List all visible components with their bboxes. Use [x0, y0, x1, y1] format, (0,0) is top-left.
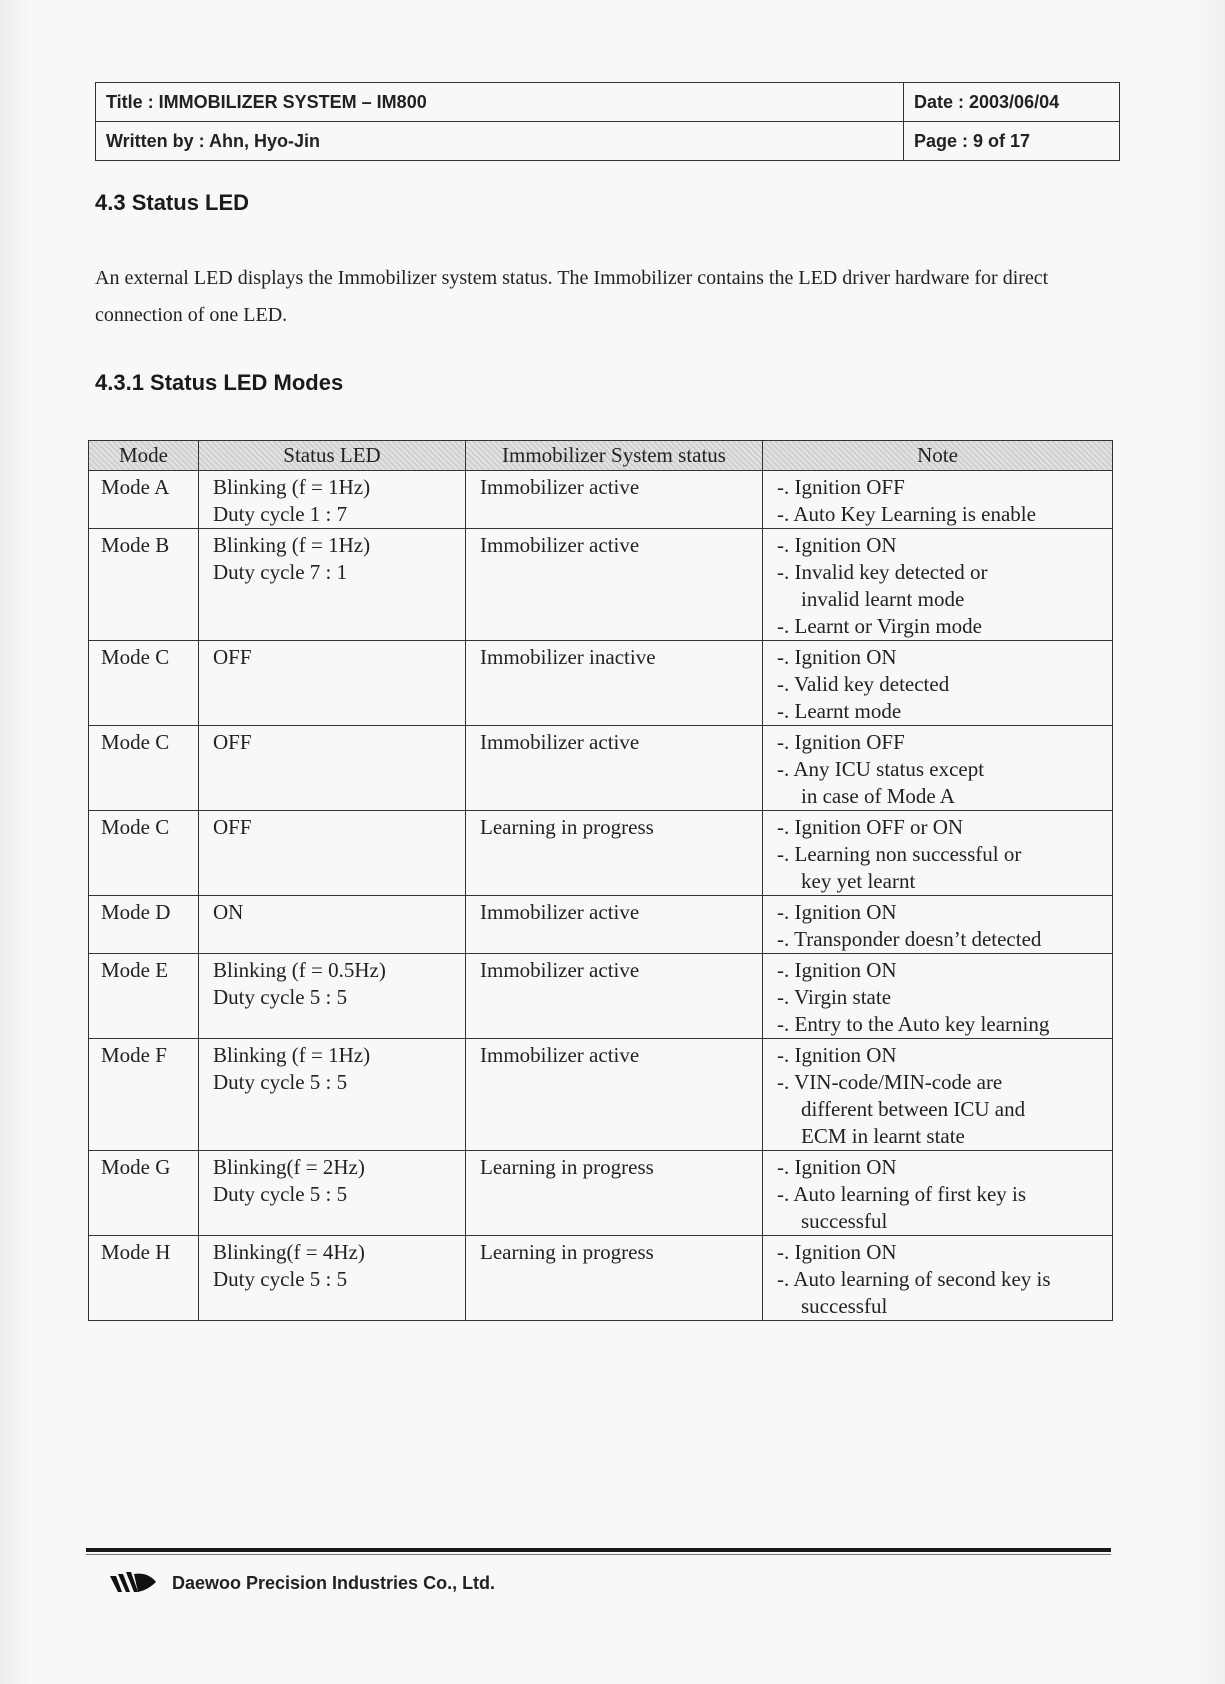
company-name: Daewoo Precision Industries Co., Ltd. [172, 1572, 496, 1593]
note-line: -. Learning non successful or [777, 842, 1022, 866]
daewoo-logo-icon [108, 1570, 158, 1596]
note-line: -. Learnt mode [777, 699, 902, 723]
cell-system-status: Immobilizer active [466, 726, 763, 811]
table-row [89, 1151, 1113, 1236]
table-row [89, 529, 1113, 641]
status-led-line: Duty cycle 7 : 1 [213, 560, 348, 584]
cell-note [763, 529, 1113, 641]
cell-mode: Mode F [89, 1039, 199, 1151]
table-row [89, 641, 1113, 726]
status-led-line: ON [213, 900, 244, 924]
cell-mode: Mode B [89, 529, 199, 641]
cell-status-led [199, 529, 466, 641]
cell-system-status: Immobilizer active [466, 896, 763, 954]
column-header-status-led: Status LED [199, 441, 466, 471]
cell-system-status: Immobilizer active [466, 954, 763, 1039]
status-led-line: Duty cycle 5 : 5 [213, 1182, 348, 1206]
note-line: different between ICU and [801, 1097, 1026, 1121]
status-led-line: Blinking (f = 1Hz) [213, 533, 371, 557]
cell-system-status: Immobilizer active [466, 1039, 763, 1151]
cell-note [763, 471, 1113, 529]
table-row [89, 726, 1113, 811]
note-line: in case of Mode A [801, 784, 955, 808]
note-line: -. Valid key detected [777, 672, 950, 696]
doc-date: Date : 2003/06/04 [904, 83, 1120, 122]
cell-note [763, 641, 1113, 726]
table-row [89, 811, 1113, 896]
footer [108, 1570, 495, 1596]
status-led-line: Blinking (f = 1Hz) [213, 475, 371, 499]
note-line: -. Virgin state [777, 985, 892, 1009]
status-led-line: OFF [213, 815, 252, 839]
cell-system-status: Immobilizer active [466, 471, 763, 529]
note-line: -. Auto learning of first key is [777, 1182, 1027, 1206]
table-row [89, 954, 1113, 1039]
column-header-note: Note [763, 441, 1113, 471]
cell-note [763, 811, 1113, 896]
note-line: -. Learnt or Virgin mode [777, 614, 982, 638]
note-line: -. Entry to the Auto key learning [777, 1012, 1050, 1036]
cell-status-led [199, 896, 466, 954]
note-line: -. VIN-code/MIN-code are [777, 1070, 1003, 1094]
note-line: successful [801, 1209, 888, 1233]
status-led-line: Duty cycle 5 : 5 [213, 1070, 348, 1094]
status-led-line: Blinking (f = 0.5Hz) [213, 958, 386, 982]
note-line: -. Ignition OFF [777, 730, 905, 754]
note-line: -. Ignition ON [777, 533, 897, 557]
cell-note [763, 1039, 1113, 1151]
note-line: -. Ignition ON [777, 1155, 897, 1179]
section-heading-4-3: 4.3 Status LED [95, 190, 250, 215]
table-row [89, 471, 1113, 529]
table-row [89, 896, 1113, 954]
column-header-mode: Mode [89, 441, 199, 471]
cell-mode: Mode H [89, 1236, 199, 1321]
cell-system-status: Immobilizer active [466, 529, 763, 641]
cell-mode: Mode C [89, 811, 199, 896]
status-led-line: Duty cycle 1 : 7 [213, 502, 348, 526]
cell-mode: Mode C [89, 726, 199, 811]
note-line: -. Ignition OFF or ON [777, 815, 964, 839]
cell-note [763, 726, 1113, 811]
footer-divider-thin [86, 1554, 1111, 1555]
status-led-line: Blinking(f = 2Hz) [213, 1155, 365, 1179]
table-row [89, 1039, 1113, 1151]
note-line: -. Any ICU status except [777, 757, 985, 781]
note-line: ECM in learnt state [801, 1124, 965, 1148]
note-line: -. Transponder doesn’t detected [777, 927, 1042, 951]
cell-mode: Mode D [89, 896, 199, 954]
note-line: -. Ignition ON [777, 958, 897, 982]
status-led-line: OFF [213, 645, 252, 669]
cell-status-led [199, 811, 466, 896]
status-led-modes-table [88, 440, 1113, 1321]
cell-status-led [199, 1151, 466, 1236]
note-line: -. Ignition ON [777, 1043, 897, 1067]
doc-author: Written by : Ahn, Hyo-Jin [96, 122, 904, 161]
status-led-line: Duty cycle 5 : 5 [213, 985, 348, 1009]
footer-divider [86, 1548, 1111, 1552]
note-line: invalid learnt mode [801, 587, 965, 611]
cell-system-status: Learning in progress [466, 811, 763, 896]
cell-mode: Mode A [89, 471, 199, 529]
section-heading-4-3-1: 4.3.1 Status LED Modes [95, 370, 344, 395]
cell-note [763, 1151, 1113, 1236]
table-row [89, 1236, 1113, 1321]
status-led-line: Duty cycle 5 : 5 [213, 1267, 348, 1291]
cell-status-led [199, 1039, 466, 1151]
note-line: key yet learnt [801, 869, 916, 893]
table-header-row [89, 441, 1113, 471]
status-led-line: Blinking (f = 1Hz) [213, 1043, 371, 1067]
cell-note [763, 954, 1113, 1039]
cell-status-led [199, 726, 466, 811]
note-line: -. Ignition ON [777, 645, 897, 669]
status-led-line: Blinking(f = 4Hz) [213, 1240, 365, 1264]
table-body [89, 471, 1113, 1321]
note-line: -. Ignition OFF [777, 475, 905, 499]
column-header-system-status: Immobilizer System status [466, 441, 763, 471]
note-line: -. Auto Key Learning is enable [777, 502, 1036, 526]
cell-system-status: Immobilizer inactive [466, 641, 763, 726]
note-line: -. Ignition ON [777, 1240, 897, 1264]
cell-status-led [199, 1236, 466, 1321]
cell-system-status: Learning in progress [466, 1236, 763, 1321]
section-paragraph: An external LED displays the Immobilizer system status. The Immobilizer contains the LED driver hardware for direct connection of one LED. [95, 267, 1049, 326]
cell-system-status: Learning in progress [466, 1151, 763, 1236]
cell-mode: Mode G [89, 1151, 199, 1236]
note-line: -. Auto learning of second key is [777, 1267, 1051, 1291]
cell-note [763, 1236, 1113, 1321]
cell-mode: Mode E [89, 954, 199, 1039]
note-line: -. Invalid key detected or [777, 560, 988, 584]
note-line: successful [801, 1294, 888, 1318]
status-led-line: OFF [213, 730, 252, 754]
document-header [95, 82, 1120, 161]
cell-status-led [199, 641, 466, 726]
doc-page-number: Page : 9 of 17 [904, 122, 1120, 161]
cell-status-led [199, 954, 466, 1039]
cell-status-led [199, 471, 466, 529]
cell-mode: Mode C [89, 641, 199, 726]
cell-note [763, 896, 1113, 954]
note-line: -. Ignition ON [777, 900, 897, 924]
doc-title: Title : IMMOBILIZER SYSTEM – IM800 [96, 83, 904, 122]
